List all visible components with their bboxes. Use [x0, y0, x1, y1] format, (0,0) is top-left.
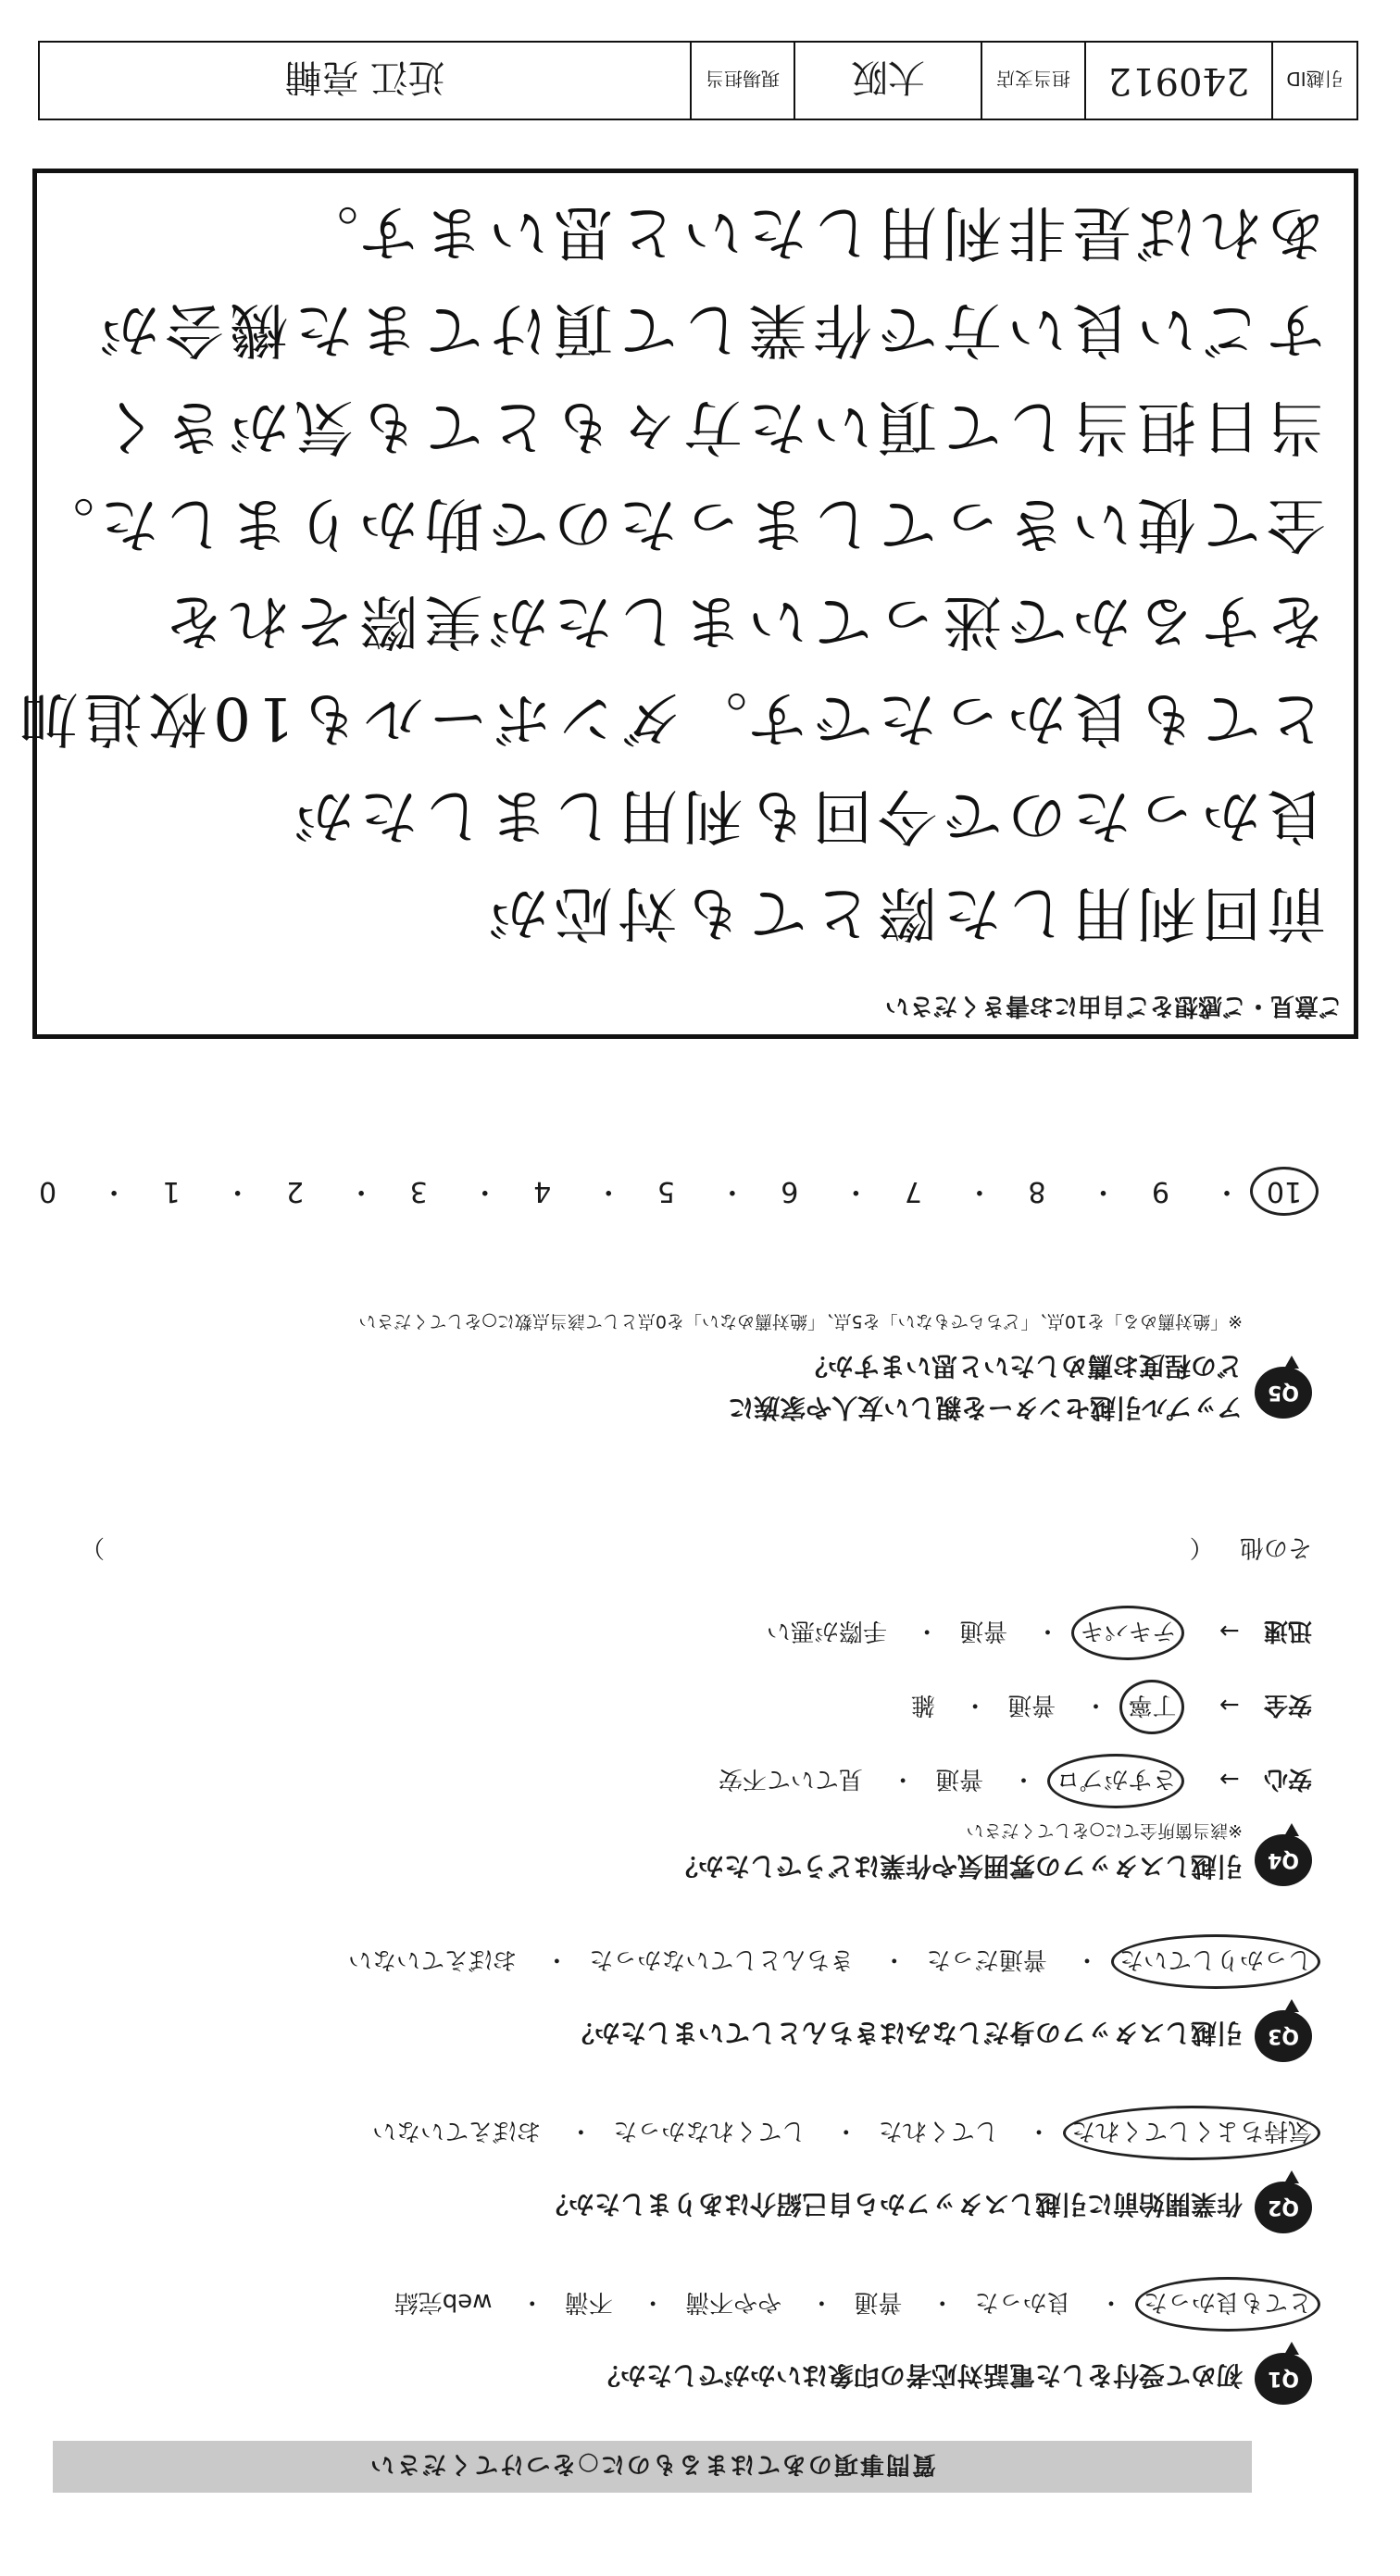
q4-badge: Q4 [1255, 1834, 1312, 1886]
comment-line: 当日担当して頂いた方々もとても気がきく [94, 392, 1326, 460]
comment-line: あれば是非利用したいと思います。 [294, 197, 1326, 266]
q1-option-web[interactable]: web完結 [394, 2288, 493, 2316]
q1-option-normal[interactable]: 普通 [854, 2288, 903, 2316]
q3-option-normal[interactable]: 普通だった [926, 1945, 1047, 1973]
score-option-1[interactable]: 1 [162, 1175, 181, 1207]
q4-other-label: その他 [1239, 1533, 1312, 1561]
score-option-4[interactable]: 4 [533, 1175, 552, 1207]
q4-row-relief: 安心 → さすがプロ・ 普通・ 見ていて不安 [719, 1764, 1312, 1798]
q1-option-very-good[interactable]: とても良かった [1135, 2277, 1320, 2332]
comment-line: 全て使いきってしまったので助かりました。 [30, 489, 1326, 557]
q2-question: 作業開始前に引越しスタッフから自己紹介はありましたか？ [542, 2189, 1243, 2220]
q3-option-not-neat[interactable]: きちんとしていなかった [589, 1945, 855, 1973]
q4-speed-option-efficient[interactable]: テキパキ [1071, 1606, 1184, 1660]
branch-label: 担当支店 [981, 43, 1084, 119]
q4-safety-option-rough[interactable]: 雑 [910, 1691, 935, 1719]
comment-line: をするかで迷っていましたが実際それを [159, 586, 1326, 655]
score-option-3[interactable]: 3 [409, 1175, 428, 1207]
q4-safety-option-normal[interactable]: 普通 [1007, 1691, 1056, 1719]
q4-safety-option-careful[interactable]: 丁寧 [1119, 1680, 1184, 1734]
score-option-7[interactable]: 7 [904, 1175, 922, 1207]
branch-value[interactable]: 大阪 [794, 43, 981, 119]
q1-option-slightly-unsatisfied[interactable]: やや不満 [685, 2288, 782, 2316]
q4-speed-option-clumsy[interactable]: 手際が悪い [766, 1617, 887, 1644]
q4-question: 引越しスタッフの雰囲気や作業はどうでしたか？ [671, 1851, 1243, 1882]
q4-row-speed: 迅速 → テキパキ・ 普通・ 手際が悪い [767, 1616, 1312, 1650]
q5-question-line1: アップル引越センターを親しい友人や家族に [728, 1393, 1243, 1423]
q5-question-line2: どの程度お薦めしたいと思いますか？ [801, 1351, 1243, 1382]
q4-other-close: ） [81, 1533, 106, 1561]
q1-option-good[interactable]: 良かった [974, 2288, 1071, 2316]
q1-options: とても良かった・ 良かった・ 普通・ やや不満・ 不満・ web完結 [394, 2287, 1312, 2321]
score-option-6[interactable]: 6 [781, 1175, 799, 1207]
instruction-header: 質問事項のあてはまるものに○をつけてください [53, 2441, 1252, 2493]
q2-option-no[interactable]: してくれなかった [613, 2117, 806, 2145]
metadata-table [38, 41, 1358, 120]
score-option-8[interactable]: 8 [1028, 1175, 1046, 1207]
q4-other-open: （ [1189, 1533, 1214, 1561]
score-option-5[interactable]: 5 [656, 1175, 675, 1207]
q2-options: 気持ちよくしてくれた・ してくれた・ してくれなかった・ おぼえていない [372, 2116, 1312, 2150]
q1-question: 初めて受付をした電話対応者の印象はいかがでしたか？ [594, 2360, 1243, 2391]
q2-option-dont-remember[interactable]: おぼえていない [372, 2117, 542, 2145]
q3-question: 引越しスタッフの身だしなみはきちんとしていましたか？ [568, 2018, 1243, 2048]
q1-badge: Q1 [1255, 2353, 1312, 2405]
comment-line: すごい良い方で作業して頂けてまた機会が [94, 294, 1326, 363]
score-option-9[interactable]: 9 [1151, 1175, 1169, 1207]
q3-options: しっかりしていた・ 普通だった・ きちんとしていなかった・ おぼえていない [348, 1945, 1312, 1979]
score-option-2[interactable]: 2 [286, 1175, 305, 1207]
q4-relief-option-normal[interactable]: 普通 [935, 1765, 984, 1793]
q4-note: ※該当箇所全てに○をしてください [966, 1820, 1243, 1841]
q3-option-dont-remember[interactable]: おぼえていない [348, 1945, 518, 1973]
q3-badge: Q3 [1255, 2010, 1312, 2062]
comment-line: 前回利用した際とても対応が [483, 878, 1326, 946]
move-id-label: 引越ID [1271, 43, 1356, 119]
arrow-right-icon: → [1219, 1765, 1240, 1793]
q4-row-safety: 安全 → 丁寧・ 普通・ 雑 [911, 1690, 1312, 1724]
q4-other [81, 1532, 1312, 1567]
staff-label: 現場担当 [690, 43, 794, 119]
q5-note: ※「絶対薦める」を10点、「どちらでもない」を5点、「絶対薦めない」を0点として該当点数に○をしてください [358, 1311, 1243, 1332]
q1-option-unsatisfied[interactable]: 不満 [564, 2288, 613, 2316]
move-id-value[interactable]: 240912 [1084, 43, 1271, 119]
score-option-10[interactable]: 10 [1250, 1167, 1319, 1216]
q4-row-label: 安心 [1263, 1765, 1312, 1793]
arrow-right-icon: → [1219, 1617, 1240, 1644]
q4-relief-option-pro[interactable]: さすがプロ [1047, 1754, 1184, 1808]
q4-relief-option-anxious[interactable]: 見ていて不安 [718, 1765, 863, 1793]
staff-value[interactable]: 近江 亮輔 [284, 56, 445, 99]
score-option-0[interactable]: 0 [38, 1175, 57, 1207]
comments-box[interactable] [13, 169, 1358, 1039]
comments-title: ご意見・ご感想をご自由にお書きください [884, 992, 1343, 1019]
q3-option-neat[interactable]: しっかりしていた [1111, 1934, 1320, 1989]
q2-option-yes[interactable]: してくれた [878, 2117, 999, 2145]
q4-speed-option-normal[interactable]: 普通 [959, 1617, 1008, 1644]
q5-badge: Q5 [1255, 1367, 1312, 1419]
q5-score-scale: 10・ 9・ 8・ 7・ 6・ 5・ 4・ 3・ 2・ 1・ 0 [20, 1174, 1312, 1215]
comment-line: とても良かったです。ダンボールも10枚追加 [13, 683, 1326, 752]
comment-line: 良かったので今回も利用しましたが [289, 781, 1326, 849]
q4-row-label: 安全 [1263, 1691, 1312, 1719]
q2-badge: Q2 [1255, 2182, 1312, 2233]
arrow-right-icon: → [1219, 1691, 1240, 1719]
q2-option-pleasant[interactable]: 気持ちよくしてくれた [1063, 2106, 1320, 2160]
q4-row-label: 迅速 [1263, 1617, 1312, 1644]
